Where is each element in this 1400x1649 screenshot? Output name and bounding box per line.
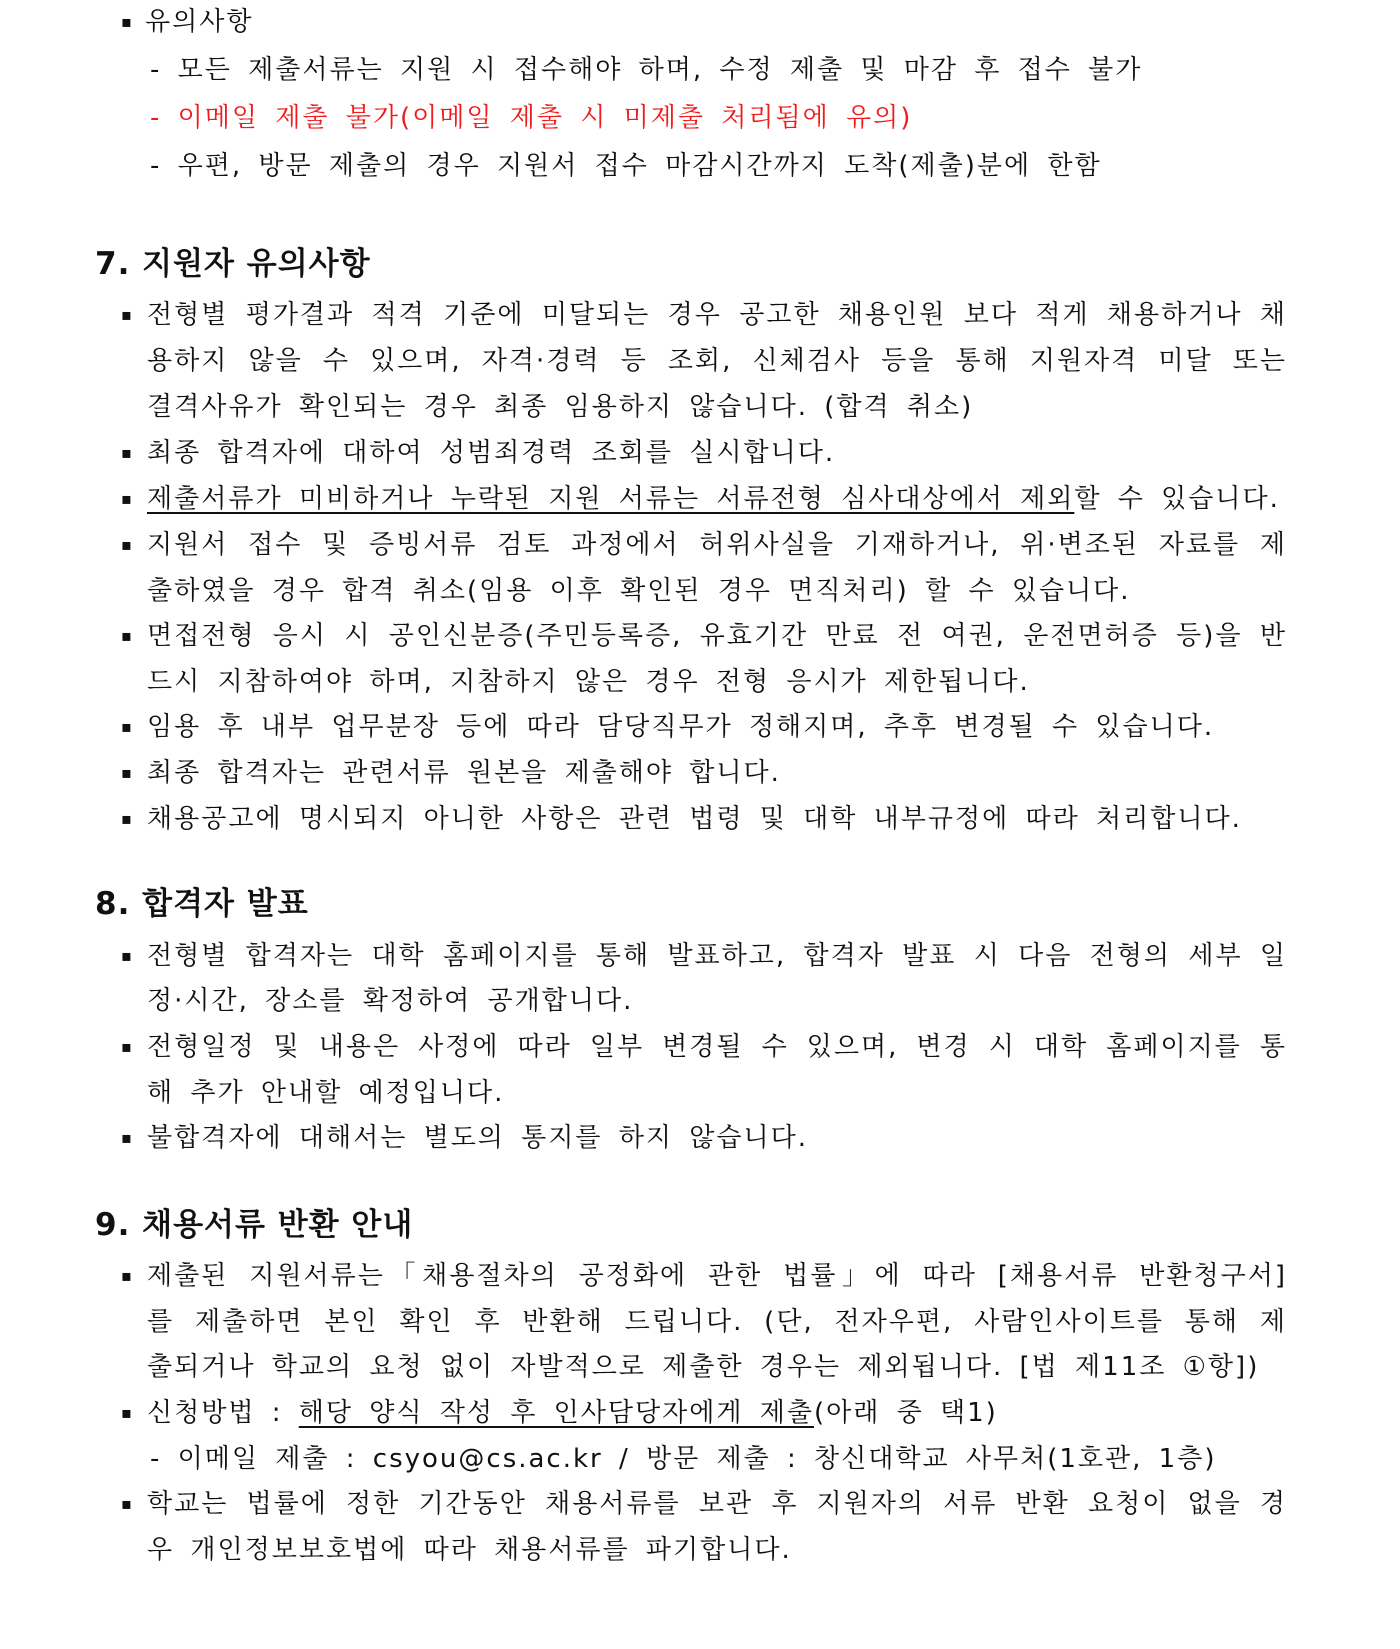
s7-item-1-line-3: 결격사유가 확인되는 경우 최종 임용하지 않습니다. (합격 취소): [147, 392, 974, 422]
bullet-icon: ▪: [121, 1266, 132, 1285]
s7-item-4-line-2: 출하였을 경우 합격 취소(임용 이후 확인된 경우 면직처리) 할 수 있습니다.: [147, 576, 1131, 606]
bullet-icon: ▪: [121, 1494, 132, 1513]
s9-item-3-line-2: 우 개인정보보호법에 따라 채용서류를 파기합니다.: [147, 1535, 792, 1565]
bullet-icon: ▪: [121, 1128, 132, 1147]
s8-item-1-line-1: 전형별 합격자는 대학 홈페이지를 통해 발표하고, 합격자 발표 시 다음 전형의 세부 일: [147, 941, 1287, 971]
s9-item-1-line-1: 제출된 지원서류는「채용절차의 공정화에 관한 법률」에 따라 [채용서류 반환청구서]: [147, 1261, 1287, 1291]
bullet-icon: ▪: [121, 763, 132, 782]
bullet-icon: ▪: [121, 1037, 132, 1056]
s8-item-1-line-2: 정·시간, 장소를 확정하여 공개합니다.: [147, 986, 634, 1016]
s8-item-2-line-2: 해 추가 안내할 예정입니다.: [147, 1078, 505, 1108]
bullet-icon: ▪: [121, 443, 132, 462]
s9-item-2-prefix: 신청방법 :: [147, 1398, 299, 1428]
s9-item-2: [147, 1395, 998, 1431]
s7-item-3-underlined: 제출서류가 미비하거나 누락된 지원 서류는 서류전형 심사대상에서 제외: [147, 484, 1075, 514]
s8-item-2-line-1: 전형일정 및 내용은 사정에 따라 일부 변경될 수 있으며, 변경 시 대학 홈페이지를 통: [147, 1032, 1287, 1062]
s7-item-6: 임용 후 내부 업무분장 등에 따라 담당직무가 정해지며, 추후 변경될 수 있습니다.: [147, 712, 1215, 742]
bullet-icon: ▪: [121, 626, 132, 645]
s7-item-1-line-1: 전형별 평가결과 적격 기준에 미달되는 경우 공고한 채용인원 보다 적게 채용하거나 채: [147, 300, 1287, 330]
s9-item-2-submit-methods: - 이메일 제출 : csyou@cs.ac.kr / 방문 제출 : 창신대학교 사무처(1호관, 1층): [150, 1444, 1217, 1474]
s7-item-8: 채용공고에 명시되지 아니한 사항은 관련 법령 및 대학 내부규정에 따라 처리합니다.: [147, 804, 1242, 834]
s7-item-7: 최종 합격자는 관련서류 원본을 제출해야 합니다.: [147, 758, 781, 788]
s9-item-3-line-1: 학교는 법률에 정한 기간동안 채용서류를 보관 후 지원자의 서류 반환 요청이 없을 경: [147, 1489, 1287, 1519]
section-heading-8: 8. 합격자 발표: [95, 886, 309, 922]
bullet-icon: ▪: [121, 809, 132, 828]
bullet-icon: ▪: [121, 489, 132, 508]
bullet-icon: ▪: [121, 535, 132, 554]
s7-item-1-line-2: 용하지 않을 수 있으며, 자격·경력 등 조회, 신체검사 등을 통해 지원자격 미달 또는: [147, 346, 1287, 376]
s9-item-2-suffix: (아래 중 택1): [813, 1398, 998, 1428]
s7-item-2: 최종 합격자에 대하여 성범죄경력 조회를 실시합니다.: [147, 438, 836, 468]
s9-item-2-underlined: 해당 양식 작성 후 인사담당자에게 제출: [298, 1398, 814, 1428]
s7-item-4-line-1: 지원서 접수 및 증빙서류 검토 과정에서 허위사실을 기재하거나, 위·변조된 자료를 제: [147, 530, 1287, 560]
s9-item-1-line-2: 를 제출하면 본인 확인 후 반환해 드립니다. (단, 전자우편, 사람인사이트를 통해 제: [147, 1307, 1287, 1337]
s9-item-1-line-3: 출되거나 학교의 요청 없이 자발적으로 제출한 경우는 제외됩니다. [법 제11조 ①항]): [147, 1352, 1260, 1382]
s7-item-3-rest: 할 수 있습니다.: [1074, 484, 1280, 514]
s7-item-5-line-1: 면접전형 응시 시 공인신분증(주민등록증, 유효기간 만료 전 여권, 운전면허증 등)을 반: [147, 621, 1287, 651]
notice-item: - 우편, 방문 제출의 경우 지원서 접수 마감시간까지 도착(제출)분에 한함: [150, 151, 1102, 181]
bullet-icon: ▪: [121, 12, 132, 31]
notice-item-email-warning: - 이메일 제출 불가(이메일 제출 시 미제출 처리됨에 유의): [150, 103, 913, 133]
bullet-icon: ▪: [121, 305, 132, 324]
bullet-icon: ▪: [121, 1403, 132, 1422]
notice-title: 유의사항: [145, 7, 254, 37]
notice-item: - 모든 제출서류는 지원 시 접수해야 하며, 수정 제출 및 마감 후 접수 불가: [150, 55, 1143, 85]
section-heading-7: 7. 지원자 유의사항: [95, 246, 371, 282]
section-heading-9: 9. 채용서류 반환 안내: [95, 1207, 414, 1243]
s7-item-5-line-2: 드시 지참하여야 하며, 지참하지 않은 경우 전형 응시가 제한됩니다.: [147, 667, 1030, 697]
s8-item-3: 불합격자에 대해서는 별도의 통지를 하지 않습니다.: [147, 1123, 809, 1153]
bullet-icon: ▪: [121, 946, 132, 965]
s7-item-3: [147, 481, 1280, 517]
bullet-icon: ▪: [121, 717, 132, 736]
